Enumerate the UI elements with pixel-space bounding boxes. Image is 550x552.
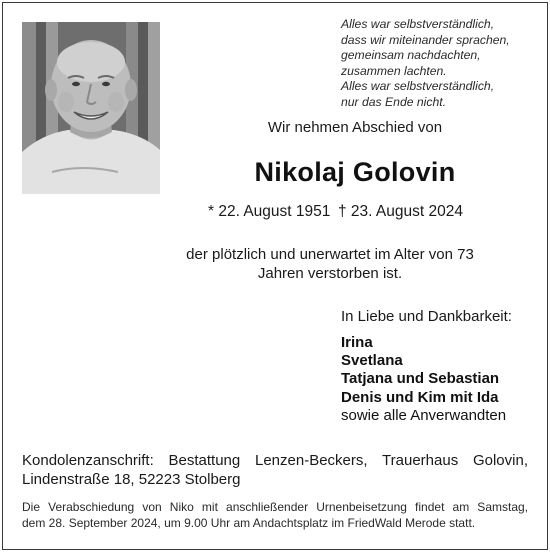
portrait-photo: [22, 22, 160, 194]
death-notice-text: [180, 245, 480, 283]
poem-line: dass wir miteinander sprachen,: [341, 32, 510, 47]
mourner-name: Tatjana und Sebastian: [341, 370, 500, 388]
notice-line: Jahren verstorben ist.: [257, 265, 403, 282]
poem-line: nur das Ende nicht.: [341, 94, 447, 109]
address-line: Lindenstraße 18, 52223 Stolberg: [22, 471, 241, 488]
poem-line: Alles war selbstverständlich,: [341, 79, 495, 93]
poem-verse: [341, 17, 541, 110]
mourners-list: [341, 334, 506, 425]
address-line: Kondolenzanschrift: Bestattung Lenzen-Beckers, Trauerhaus Golovin,: [22, 452, 528, 469]
poem-line: zusammen lachten.: [341, 63, 447, 78]
mourners-closing: sowie alle Anverwandten: [341, 406, 507, 424]
details-line: dem 28. September 2024, um 9.00 Uhr am Andachtsplatz im FriedWald Merode statt.: [22, 515, 476, 530]
poem-line: Alles war selbstverständlich,: [341, 17, 495, 31]
farewell-intro: Wir nehmen Abschied von: [267, 119, 443, 136]
birth-date: * 22. August 1951: [208, 203, 331, 220]
condolence-address: [22, 451, 528, 489]
poem-line: gemeinsam nachdachten,: [341, 48, 481, 62]
notice-line: der plötzlich und unerwartet im Alter von 73: [186, 246, 474, 263]
funeral-details: [22, 500, 528, 531]
mourner-name: Svetlana: [341, 352, 403, 370]
mourner-name: Irina: [341, 334, 373, 351]
thanks-line: In Liebe und Dankbarkeit:: [341, 308, 512, 325]
mourner-name: Denis und Kim mit Ida: [341, 388, 499, 406]
death-date: † 23. August 2024: [338, 203, 463, 220]
deceased-name: Nikolaj Golovin: [254, 157, 456, 187]
details-line: Die Verabschiedung von Niko mit anschließender Urnenbeisetzung findet am Samstag,: [22, 500, 528, 514]
